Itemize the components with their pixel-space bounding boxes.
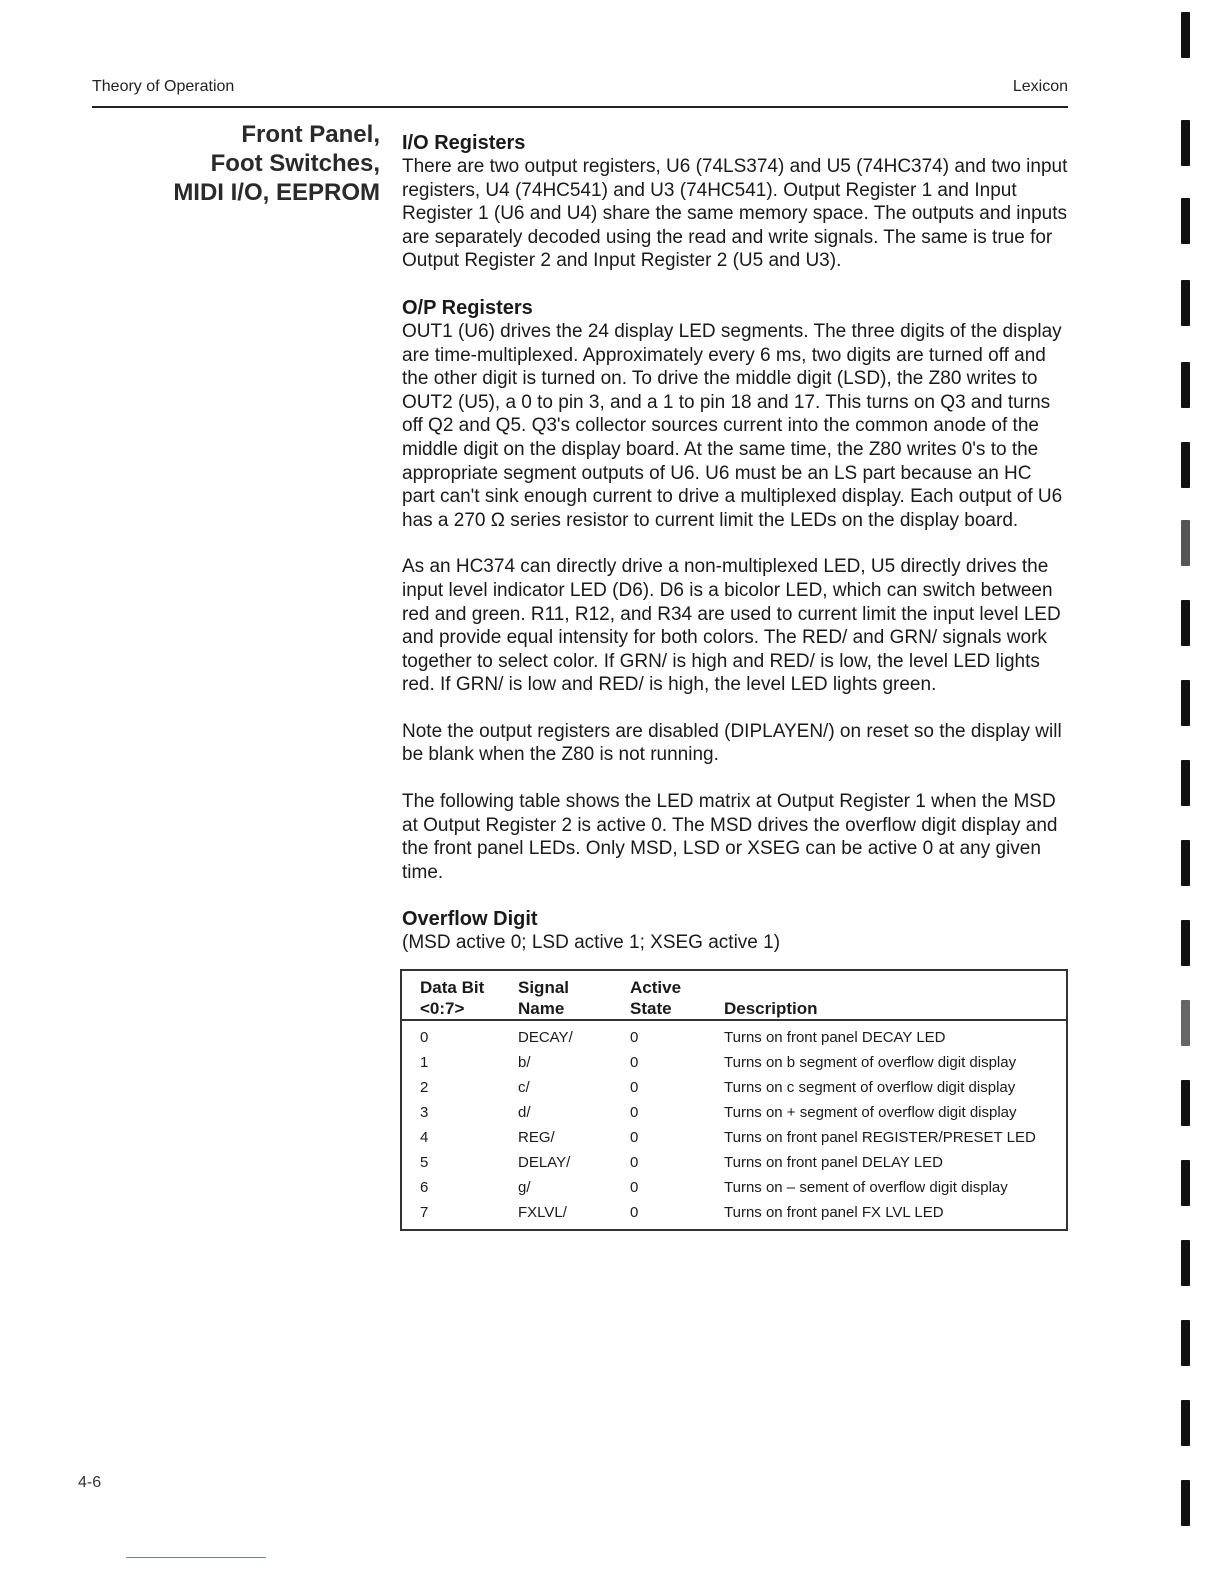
bottom-scan-line xyxy=(126,1557,266,1558)
io-registers-heading: I/O Registers xyxy=(402,132,526,154)
cell-bit: 5 xyxy=(420,1154,429,1172)
col-header-description xyxy=(706,970,1067,1020)
col-header-active-state xyxy=(612,970,706,1020)
running-header-right: Lexicon xyxy=(1012,78,1068,95)
io-registers-paragraph: There are two output registers, U6 (74LS374) and U5 (74HC374) and two input registers, U4 (74HC541) and U3 (74HC541). Output Register 1 and Input Register 1 (U6 and U4) share the same memory space. The outputs and inputs are separately decoded using the read and write signals. The same is true for Output Register 2 and Input Register 2 (U5 and U3). xyxy=(402,156,1068,272)
binding-mark xyxy=(1181,840,1190,886)
table-row xyxy=(401,1020,1067,1050)
binding-mark xyxy=(1181,362,1190,408)
cell-signal: FXLVL/ xyxy=(518,1204,567,1222)
cell-desc: Turns on – sement of overflow digit display xyxy=(724,1179,1008,1197)
cell-signal: d/ xyxy=(518,1104,531,1122)
cell-signal: b/ xyxy=(518,1054,531,1072)
cell-signal: REG/ xyxy=(518,1129,555,1147)
binding-mark xyxy=(1181,1080,1190,1126)
table-row xyxy=(401,1175,1067,1200)
cell-bit: 3 xyxy=(420,1104,429,1122)
binding-mark xyxy=(1181,198,1190,244)
header-line: Name xyxy=(518,999,565,1019)
binding-mark xyxy=(1181,680,1190,726)
header-line: Data Bit xyxy=(420,978,485,998)
cell-desc: Turns on front panel FX LVL LED xyxy=(724,1204,944,1222)
header-rule xyxy=(92,106,1068,108)
cell-bit: 7 xyxy=(420,1204,429,1222)
cell-signal: DELAY/ xyxy=(518,1154,571,1172)
cell-bit: 0 xyxy=(420,1029,429,1047)
cell-state: 0 xyxy=(630,1179,639,1197)
binding-mark xyxy=(1181,920,1190,966)
cell-state: 0 xyxy=(630,1129,639,1147)
table-header-row xyxy=(401,970,1067,1020)
binding-mark xyxy=(1181,760,1190,806)
binding-mark xyxy=(1181,1480,1190,1526)
side-title-line: Front Panel, xyxy=(241,121,380,148)
table-row xyxy=(401,1100,1067,1125)
cell-desc: Turns on front panel DELAY LED xyxy=(724,1154,944,1172)
overflow-digit-heading: Overflow Digit xyxy=(402,908,538,931)
binding-mark xyxy=(1181,12,1190,58)
cell-bit: 2 xyxy=(420,1079,429,1097)
header-line: Signal xyxy=(518,978,570,998)
table-row xyxy=(401,1200,1067,1230)
table-row xyxy=(401,1150,1067,1175)
binding-mark xyxy=(1181,442,1190,488)
hc374-paragraph: As an HC374 can directly drive a non-multiplexed LED, U5 directly drives the input level indicator LED (D6). D6 is a bicolor LED, which can switch between red and green. R11, R12, and R34 are used to current limit the input level LED and provide equal intensity for both colors. The RED/ and GRN/ signals work together to select color. If GRN/ is high and RED/ is low, the level LED lights red. If GRN/ is low and RED/ is high, the level LED lights green. xyxy=(402,556,1061,696)
binding-edge-marks xyxy=(1178,0,1194,1584)
op-registers-paragraph: OUT1 (U6) drives the 24 display LED segments. The three digits of the display are time-multiplexed. Approximately every 6 ms, two digits are turned off and the other digit is turned on. To drive the middle digit (LSD), the Z80 writes to OUT2 (U5), a 0 to pin 3, and a 1 to pin 18 and 17. This turns on Q3 and turns off Q2 and Q5. Q3's collector sources current into the common anode of the middle digit on the display board. At the same time, the Z80 writes 0's to the appropriate segment outputs of U6. U6 must be an LS part because an HC part can't sink enough current to drive a multiplexed display. Each output of U6 has a 270 Ω series resistor to current limit the LEDs on the display board. xyxy=(402,320,1063,531)
cell-state: 0 xyxy=(630,1104,639,1122)
reset-note-paragraph: Note the output registers are disabled (DIPLAYEN/) on reset so the display will be blank when the Z80 is not running. xyxy=(402,720,1062,766)
table-row xyxy=(401,1125,1067,1150)
table-row xyxy=(401,1075,1067,1100)
side-title-line: MIDI I/O, EEPROM xyxy=(173,179,380,206)
cell-state: 0 xyxy=(630,1204,639,1222)
header-line: Active xyxy=(630,978,682,998)
main-column xyxy=(402,131,1068,1231)
header-line: State xyxy=(630,999,672,1019)
binding-mark xyxy=(1181,1000,1190,1046)
cell-state: 0 xyxy=(630,1029,639,1047)
section-side-title xyxy=(92,120,380,207)
cell-desc: Turns on front panel REGISTER/PRESET LED xyxy=(724,1129,1036,1147)
cell-state: 0 xyxy=(630,1154,639,1172)
binding-mark xyxy=(1181,600,1190,646)
op-registers-heading: O/P Registers xyxy=(402,296,533,319)
cell-signal: g/ xyxy=(518,1179,531,1197)
cell-signal: c/ xyxy=(518,1079,530,1097)
col-header-data-bit xyxy=(401,970,500,1020)
cell-desc: Turns on b segment of overflow digit display xyxy=(724,1054,1017,1072)
binding-mark xyxy=(1181,1240,1190,1286)
running-header-left: Theory of Operation xyxy=(92,78,235,95)
binding-mark xyxy=(1181,280,1190,326)
cell-bit: 1 xyxy=(420,1054,429,1072)
table-row xyxy=(401,1050,1067,1075)
table-intro-paragraph: The following table shows the LED matrix at Output Register 1 when the MSD at Output Register 2 is active 0. The MSD drives the overflow digit display and the front panel LEDs. Only MSD, LSD or XSEG can be active 0 at any given time. xyxy=(402,791,1058,883)
header-line: Description xyxy=(724,999,818,1019)
cell-desc: Turns on + segment of overflow digit display xyxy=(724,1104,1017,1122)
page-number: 4-6 xyxy=(78,1474,102,1491)
cell-bit: 4 xyxy=(420,1129,429,1147)
col-header-signal-name xyxy=(500,970,612,1020)
binding-mark xyxy=(1181,1400,1190,1446)
led-matrix-table xyxy=(400,969,1068,1231)
cell-desc: Turns on front panel DECAY LED xyxy=(724,1029,946,1047)
cell-bit: 6 xyxy=(420,1179,429,1197)
binding-mark xyxy=(1181,1160,1190,1206)
cell-state: 0 xyxy=(630,1079,639,1097)
binding-mark xyxy=(1181,520,1190,566)
side-title-line: Foot Switches, xyxy=(210,150,380,177)
cell-state: 0 xyxy=(630,1054,639,1072)
cell-desc: Turns on c segment of overflow digit display xyxy=(724,1079,1016,1097)
binding-mark xyxy=(1181,120,1190,166)
header-line: <0:7> xyxy=(420,999,465,1019)
cell-signal: DECAY/ xyxy=(518,1029,573,1047)
overflow-digit-subtitle: (MSD active 0; LSD active 1; XSEG active 1) xyxy=(402,932,781,954)
binding-mark xyxy=(1181,1320,1190,1366)
